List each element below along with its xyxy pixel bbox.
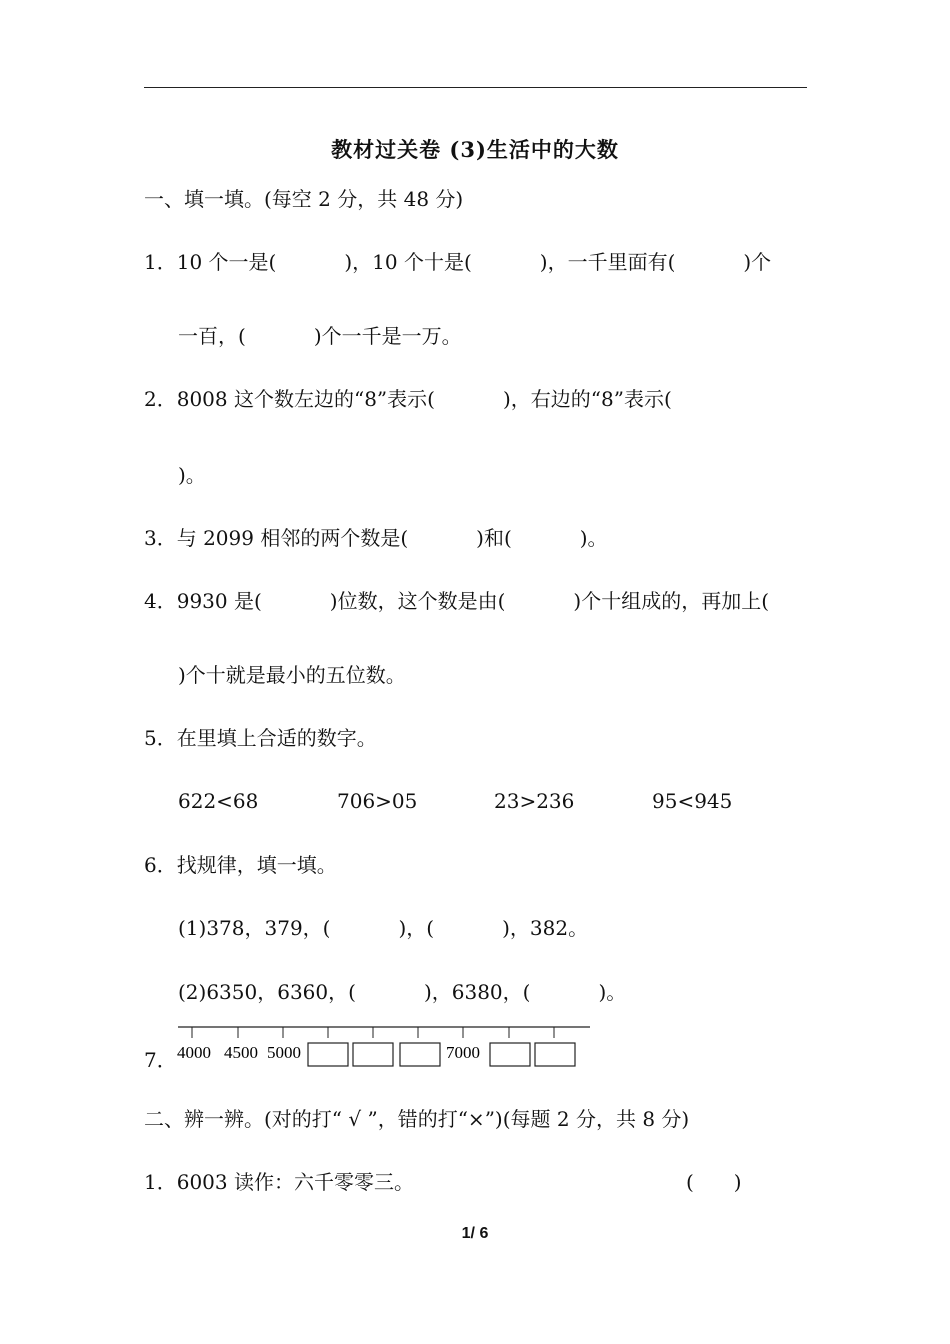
q1-text-c: )，一千里面有(	[539, 250, 676, 274]
q3-line	[144, 524, 608, 552]
section1-heading: 一、填一填。(每空 2 分，共 48 分)	[144, 187, 464, 211]
q3-text-c: )。	[579, 526, 608, 550]
page-number: 1/ 6	[461, 1225, 489, 1242]
q5-compare-2[interactable]: 706>05	[337, 789, 418, 813]
number-line-box[interactable]	[490, 1043, 530, 1066]
q7-number-line	[176, 1024, 596, 1072]
q2-line2: )。	[178, 463, 206, 487]
q2-line1	[144, 385, 672, 413]
tick-label-4500: 4500	[224, 1043, 258, 1062]
number-line-box[interactable]	[353, 1043, 393, 1066]
tick-label-7000: 7000	[446, 1043, 480, 1062]
q1-text-a: 1．10 个一是(	[144, 250, 277, 274]
s2-q1-answer-paren[interactable]: ( )	[686, 1170, 742, 1194]
s2-q1-text: 1．6003 读作：六千零零三。	[144, 1170, 414, 1194]
section2-heading: 二、辨一辨。(对的打“ √ ”，错的打“×”)(每题 2 分，共 8 分)	[144, 1107, 690, 1131]
q5-compare-3[interactable]: 23>236	[494, 789, 575, 813]
q6-part2	[178, 978, 626, 1006]
q4-text-a: 4．9930 是(	[144, 589, 262, 613]
q4-line2: )个十就是最小的五位数。	[178, 663, 406, 687]
number-line-box[interactable]	[308, 1043, 348, 1066]
q1-text-d: )个	[743, 250, 772, 274]
number-line-box[interactable]	[400, 1043, 440, 1066]
q4-text-c: )个十组成的，再加上(	[573, 589, 770, 613]
q1-text-b: )，10 个十是(	[344, 250, 472, 274]
q4-text-b: )位数，这个数是由(	[329, 589, 506, 613]
q6-p1-b: )，(	[398, 916, 435, 940]
q6-text: 6．找规律，填一填。	[144, 853, 337, 877]
number-line-box[interactable]	[535, 1043, 575, 1066]
q6-p2-b: )，6380，(	[423, 980, 531, 1004]
q1-text-f: )个一千是一万。	[313, 324, 462, 348]
q2-text-b: )，右边的“8”表示(	[502, 387, 672, 411]
page-title: 教材过关卷 (3)生活中的大数	[331, 137, 619, 162]
q6-p2-c: )。	[598, 980, 627, 1004]
q1-text-e: 一百，(	[178, 324, 246, 348]
tick-label-5000: 5000	[267, 1043, 301, 1062]
q3-text-b: )和(	[476, 526, 512, 550]
q5-compare-4[interactable]: 95<945	[652, 789, 733, 813]
top-rule	[144, 87, 807, 88]
q1-line1	[144, 248, 771, 276]
q6-part1	[178, 914, 588, 942]
q2-text-a: 2．8008 这个数左边的“8”表示(	[144, 387, 435, 411]
q6-p1-a: (1)378，379，(	[178, 916, 331, 940]
q5-text: 5．在里填上合适的数字。	[144, 726, 377, 750]
q7-number: 7．	[144, 1048, 177, 1072]
tick-label-4000: 4000	[177, 1043, 211, 1062]
q1-line2	[178, 322, 462, 350]
q5-compare-1[interactable]: 622<68	[178, 789, 259, 813]
q4-line1	[144, 587, 769, 615]
q6-p1-c: )，382。	[502, 916, 589, 940]
q6-p2-a: (2)6350，6360，(	[178, 980, 356, 1004]
q3-text-a: 3．与 2099 相邻的两个数是(	[144, 526, 409, 550]
